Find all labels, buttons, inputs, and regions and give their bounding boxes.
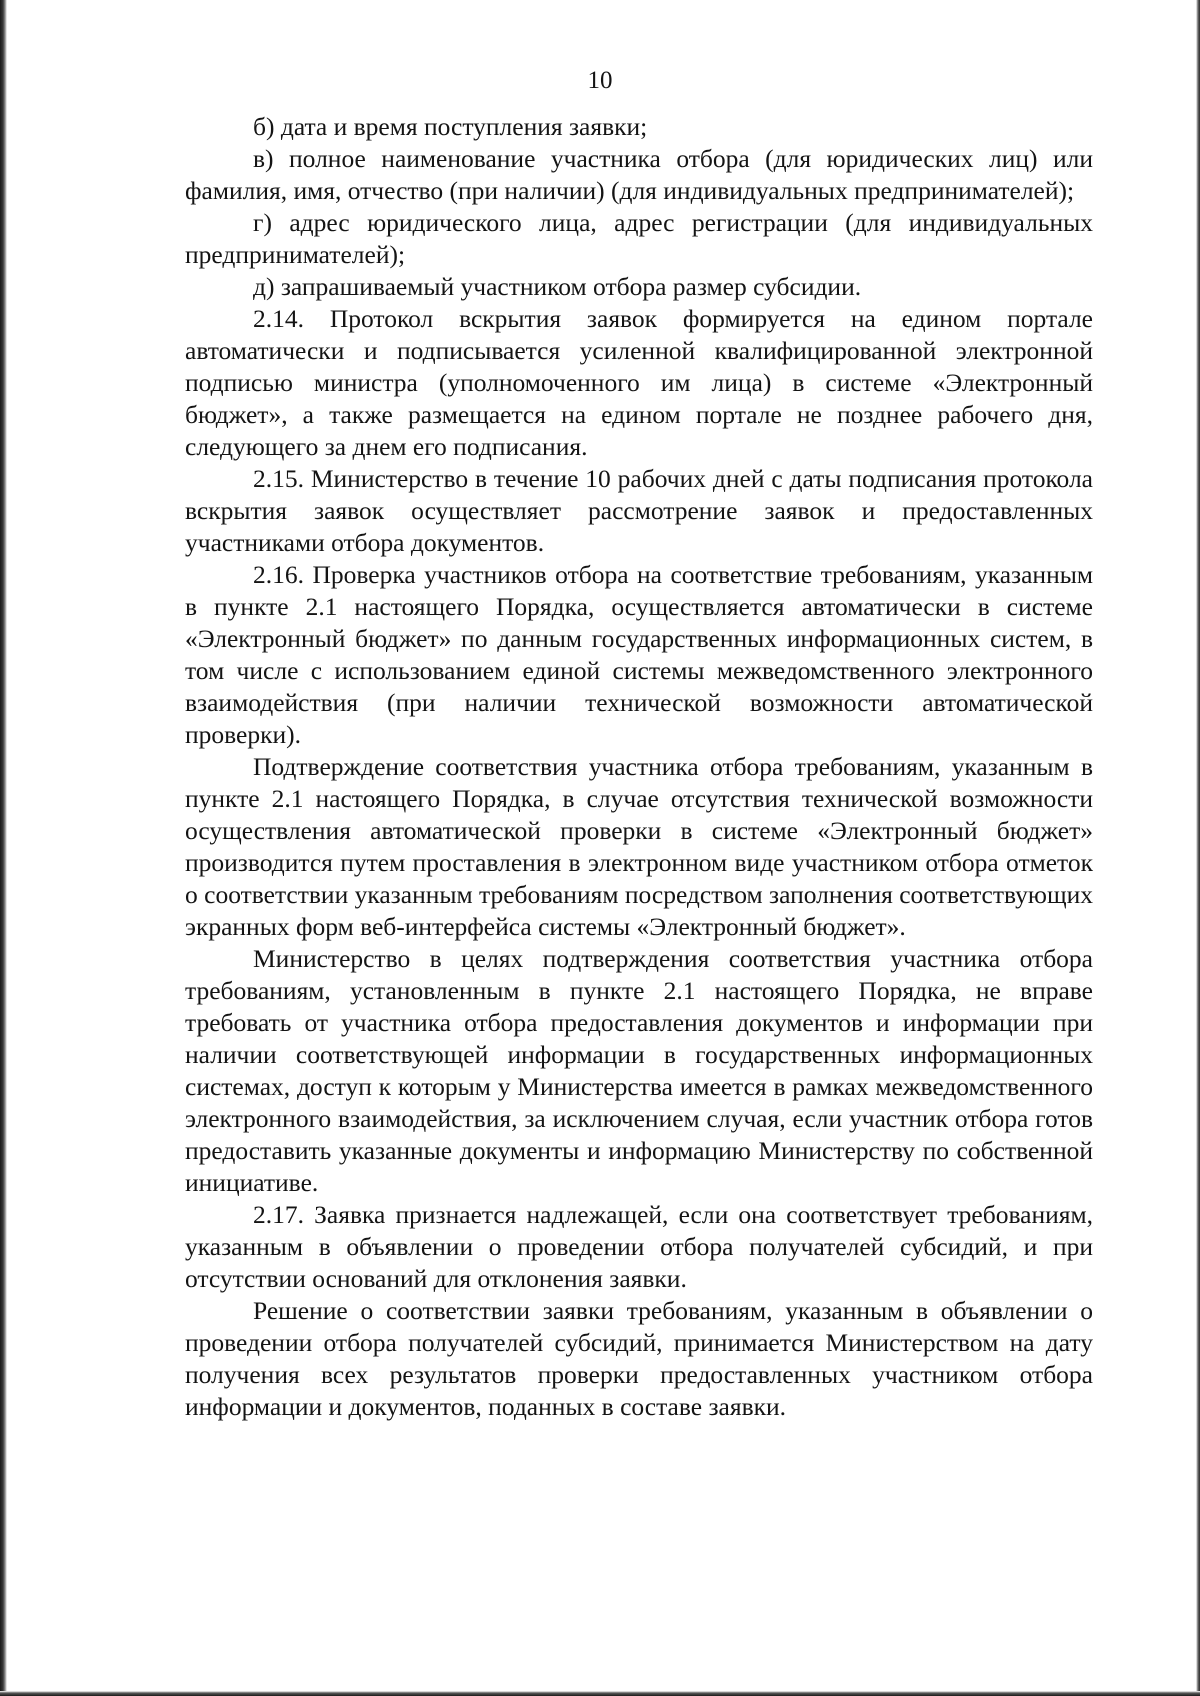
paragraph-2-17: 2.17. Заявка признается надлежащей, если она соответствует требованиям, указанным в объявлении о проведении отбора получателей субсидий, и при отсутствии оснований для отклонения заявки. xyxy=(185,1200,1093,1293)
scan-right-edge xyxy=(1196,0,1200,1696)
scan-left-edge xyxy=(0,0,7,1696)
paragraph-ministry-restriction: Министерство в целях подтверждения соответствия участника отбора требованиям, установленным в пункте 2.1 настоящего Порядка, не вправе требовать от участника отбора предоставления документов и информации при наличии соответствующей информации в государственных информационных системах, доступ к которым у Министерства имеется в рамках межведомственного электронного взаимодействия, за исключением случая, если участник отбора готов предоставить указанные документы и информацию Министерству по собственной инициативе. xyxy=(185,944,1093,1197)
page-number: 10 xyxy=(587,67,613,94)
paragraph-2-15: 2.15. Министерство в течение 10 рабочих дней с даты подписания протокола вскрытия заявок осуществляет рассмотрение заявок и предоставленных участниками отбора документов. xyxy=(185,464,1093,557)
paragraph-item-g: г) адрес юридического лица, адрес регистрации (для индивидуальных предпринимателей); xyxy=(185,208,1093,269)
paragraph-2-14: 2.14. Протокол вскрытия заявок формируется на едином портале автоматически и подписывается усиленной квалифицированной электронной подписью министра (уполномоченного им лица) в системе «Электронный бюджет», а также размещается на едином портале не позднее рабочего дня, следующего за днем его подписания. xyxy=(185,304,1093,461)
paragraph-decision: Решение о соответствии заявки требованиям, указанным в объявлении о проведении отбора получателей субсидий, принимается Министерством на дату получения всех результатов проверки предоставленных участником отбора информации и документов, поданных в составе заявки. xyxy=(185,1296,1093,1421)
paragraph-confirmation: Подтверждение соответствия участника отбора требованиям, указанным в пункте 2.1 настоящего Порядка, в случае отсутствия технической возможности осуществления автоматической проверки в системе «Электронный бюджет» производится путем проставления в электронном виде участником отбора отметок о соответствии указанным требованиям посредством заполнения соответствующих экранных форм веб-интерфейса системы «Электронный бюджет». xyxy=(185,752,1093,941)
paragraph-item-v: в) полное наименование участника отбора (для юридических лиц) или фамилия, имя, отчество (при наличии) (для индивидуальных предпринимателей); xyxy=(185,144,1093,205)
paragraph-item-b: б) дата и время поступления заявки; xyxy=(253,112,648,141)
scan-bottom-edge xyxy=(0,1691,1200,1696)
paragraph-item-d: д) запрашиваемый участником отбора размер субсидии. xyxy=(253,272,862,301)
document-body xyxy=(185,111,1093,1423)
paragraph-2-16: 2.16. Проверка участников отбора на соответствие требованиям, указанным в пункте 2.1 настоящего Порядка, осуществляется автоматически в системе «Электронный бюджет» по данным государственных информационных систем, в том числе с использованием единой системы межведомственного электронного взаимодействия (при наличии технической возможности автоматической проверки). xyxy=(185,560,1093,749)
